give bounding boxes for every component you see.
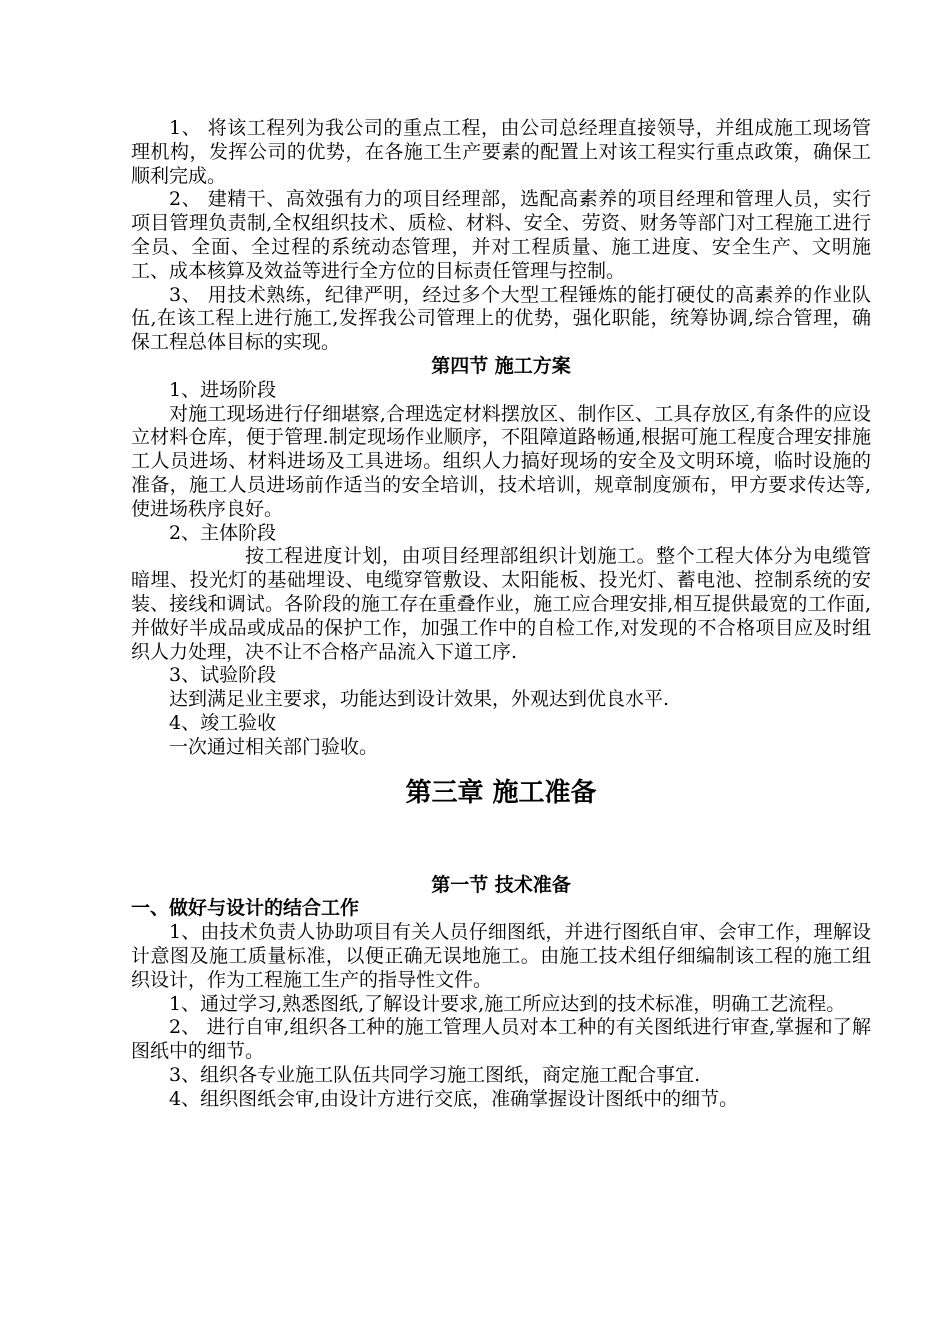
stage-3-text: 达到满足业主要求，功能达到设计效果，外观达到优良水平. [169,688,670,711]
stage-3-label: 3、试验阶段 [169,664,277,687]
stage-4-label: 4、竣工验收 [169,711,277,734]
subsection-title: 一、做好与设计的结合工作 [131,897,360,920]
section-1-title: 第一节 技术准备 [431,873,571,896]
section-4-title: 第四节 施工方案 [431,354,571,377]
stage-1-label: 1、进场阶段 [169,378,277,401]
chapter-3-title: 第三章 施工准备 [405,777,597,808]
intro-paragraph-2: 2、 建精干、高效强有力的项目经理部，选配高素养的项目经理和管理人员，实行项目管理负责制,全权组织技术、质检、材料、安全、劳资、财务等部门对工程施工进行全员、全面、全过程的系统动态管理，并对工程质量、施工进度、安全生产、文明施工、成本核算及效益等进行全方位的目标责任管理与控制。 [131,188,871,282]
intro-paragraph-3: 3、 用技术熟练，纪律严明，经过多个大型工程锤炼的能打硬仗的高素养的作业队伍,在该工程上进行施工,发挥我公司管理上的优势，强化职能，统筹协调,综合管理，确保工程总体目标的实现。 [131,283,871,354]
stage-2-label: 2、主体阶段 [169,521,277,544]
prep-paragraph-1: 1、由技术负责人协助项目有关人员仔细图纸，并进行图纸自审、会审工作，理解设计意图及施工质量标准，以便正确无误地施工。由施工技术组仔细编制该工程的施工组织设计，作为工程施工生产的指导性文件。 [131,921,871,991]
prep-paragraph-5: 4、组织图纸会审,由设计方进行交底，准确掌握设计图纸中的细节。 [169,1087,739,1110]
stage-4-text: 一次通过相关部门验收。 [169,735,379,758]
intro-paragraph-1: 1、 将该工程列为我公司的重点工程，由公司总经理直接领导，并组成施工现场管理机构，发挥公司的优势，在各施工生产要素的配置上对该工程实行重点政策，确保工顺利完成。 [131,117,871,187]
stage-2-text: 按工程进度计划，由项目经理部组织计划施工。整个工程大体分为电缆管暗埋、投光灯的基础埋设、电缆穿管敷设、太阳能板、投光灯、蓄电池、控制系统的安装、接线和调试。各阶段的施工存在重叠作业，施工应合理安排,相互提供最宽的工作面,并做好半成品或成品的保护工作，加强工作中的自检工作,对发现的不合格项目应及时组织人力处理，决不让不合格产品流入下道工序. [131,545,871,663]
stage-1-text: 对施工现场进行仔细堪察,合理选定材料摆放区、制作区、工具存放区,有条件的应设立材料仓库，便于管理.制定现场作业顺序，不阻障道路畅通,根据可施工程度合理安排施工人员进场、材料进场及工具进场。组织人力搞好现场的安全及文明环境，临时设施的准备，施工人员进场前作适当的安全培训，技术培训，规章制度颁布，甲方要求传达等,使进场秩序良好。 [131,402,871,520]
prep-paragraph-4: 3、组织各专业施工队伍共同学习施工图纸，商定施工配合事宜. [169,1063,701,1086]
prep-paragraph-3: 2、 进行自审,组织各工种的施工管理人员对本工种的有关图纸进行审查,掌握和了解图纸中的细节。 [131,1016,871,1063]
document-page [131,117,871,1111]
prep-paragraph-2: 1、通过学习,熟悉图纸,了解设计要求,施工所应达到的技术标准，明确工艺流程。 [169,992,846,1015]
